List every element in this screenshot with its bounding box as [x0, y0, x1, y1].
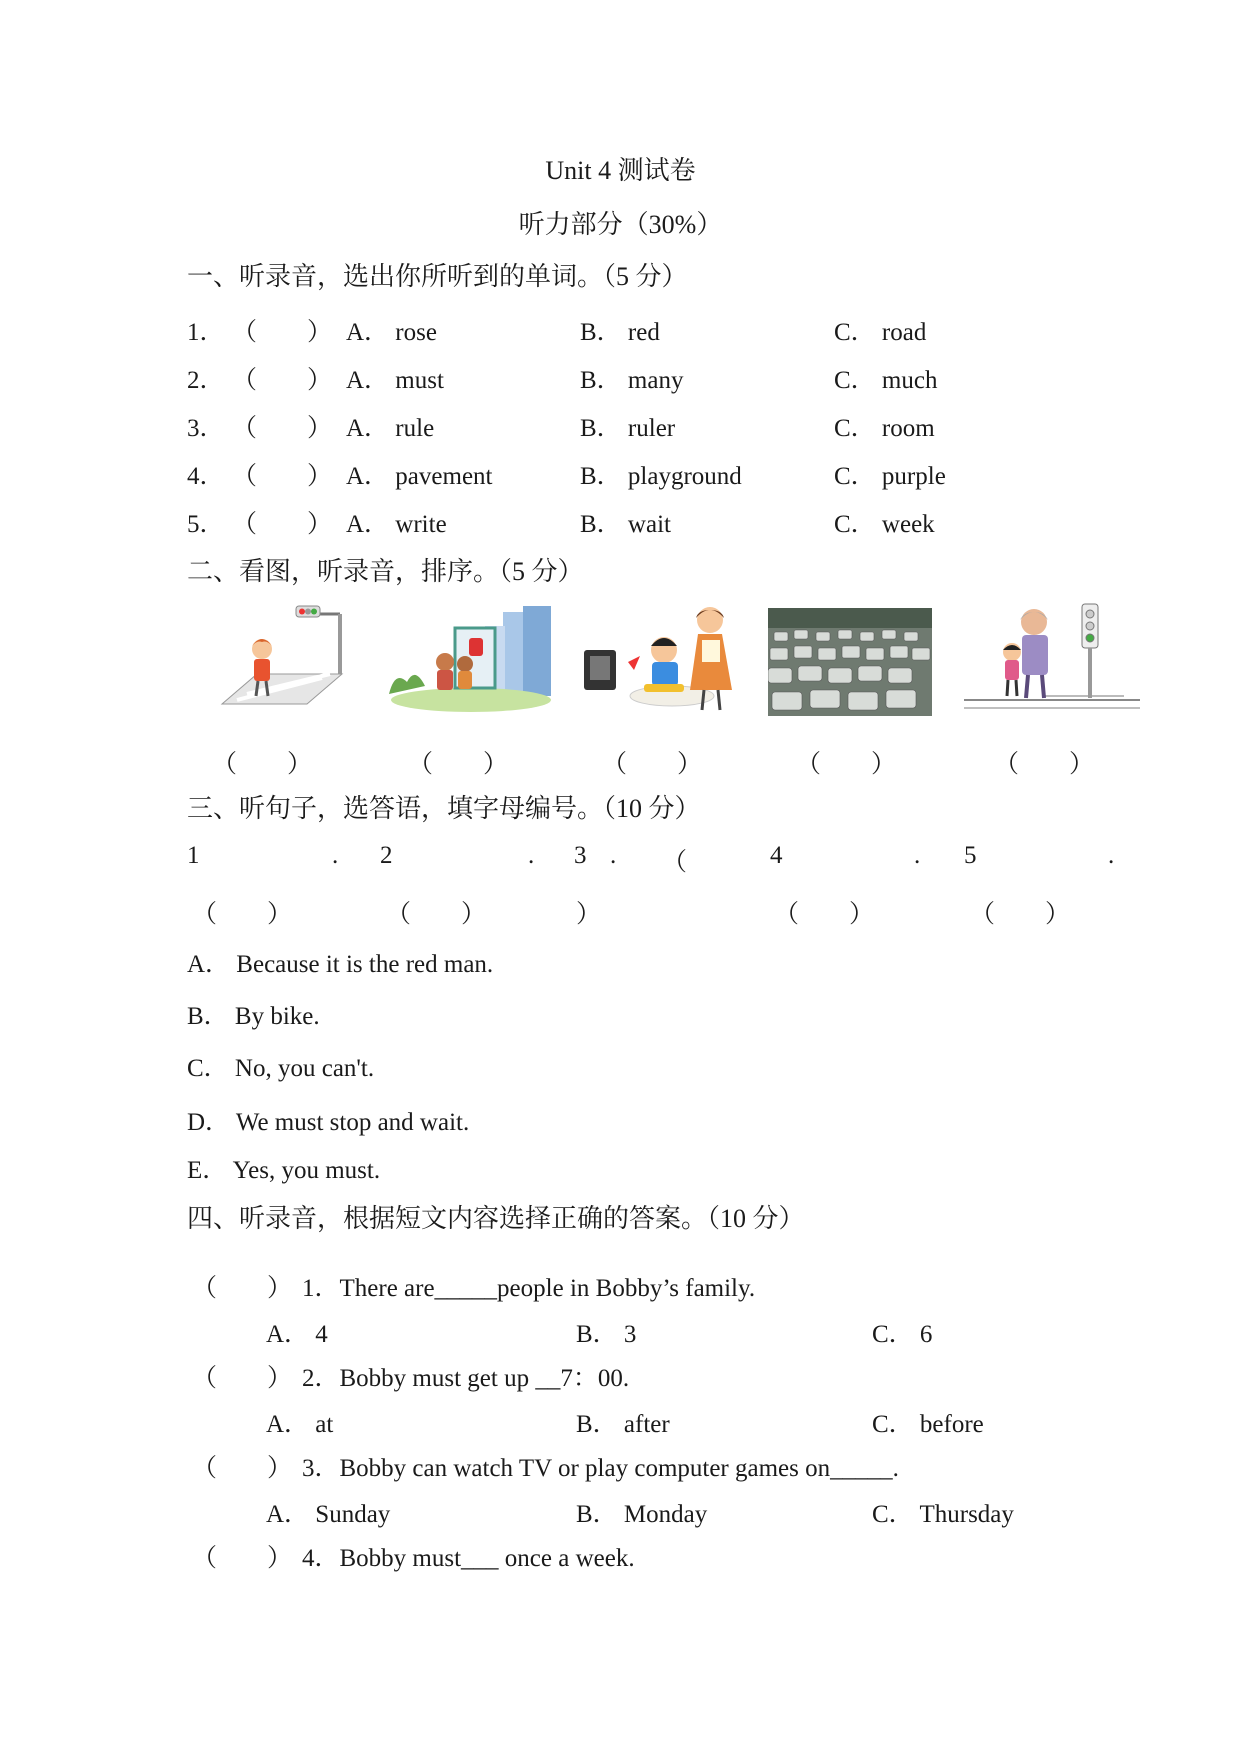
part4-option-b[interactable]: B． 3 [576, 1321, 637, 1348]
part2-answer-bracket[interactable]: （ ） [994, 751, 1095, 778]
part4-option-b[interactable]: B． Monday [576, 1501, 708, 1528]
part1-item-number: 3． [187, 415, 225, 442]
part3-dot: . [1108, 842, 1115, 869]
part2-answer-bracket[interactable]: （ ） [796, 751, 897, 778]
part1-item-number: 2． [187, 367, 225, 394]
part1-option-c[interactable]: C． week [834, 511, 935, 538]
part2-heading: 二、看图，听录音，排序。（5 分） [187, 557, 584, 586]
part1-option-c[interactable]: C． much [834, 367, 938, 394]
part3-option: A． Because it is the red man. [187, 951, 494, 978]
part1-option-a[interactable]: A． pavement [346, 463, 493, 490]
part3-number: 1 [187, 842, 200, 869]
part4-option-c[interactable]: C． 6 [872, 1321, 933, 1348]
part3-option: C． No, you can't. [187, 1055, 375, 1082]
part3-dot: . [332, 842, 339, 869]
part2-answer-bracket[interactable]: （ ） [408, 751, 509, 778]
part1-answer-bracket[interactable]: （ ） [232, 463, 333, 490]
grandma-girl-crossing-illustration [964, 600, 1140, 720]
part1-option-b[interactable]: B． many [580, 367, 684, 394]
part3-number: 2 [380, 842, 393, 869]
part4-answer-bracket[interactable]: （ ） [192, 1365, 293, 1392]
part3-bracket-open: （ [662, 849, 688, 876]
part2-answer-bracket[interactable]: （ ） [602, 751, 703, 778]
part1-answer-bracket[interactable]: （ ） [232, 415, 333, 442]
part1-option-a[interactable]: A． rose [346, 319, 437, 346]
part4-question-text: 2．Bobby must get up __7：00. [302, 1365, 630, 1392]
part1-option-a[interactable]: A． rule [346, 415, 435, 442]
part3-number: 4 [770, 842, 783, 869]
part3-answer-bracket[interactable]: （ ） [386, 901, 487, 928]
part3-answer-bracket[interactable]: （ ） [192, 901, 293, 928]
part4-option-a[interactable]: A． at [266, 1411, 334, 1438]
part3-heading: 三、听句子，选答语，填字母编号。（10 分） [187, 794, 701, 823]
part1-answer-bracket[interactable]: （ ） [232, 367, 333, 394]
part3-option: B． By bike. [187, 1003, 320, 1030]
part1-answer-bracket[interactable]: （ ） [232, 511, 333, 538]
part1-option-a[interactable]: A． must [346, 367, 444, 394]
part3-number: 3 [574, 842, 587, 869]
part1-option-c[interactable]: C． room [834, 415, 935, 442]
part1-option-b[interactable]: B． wait [580, 511, 671, 538]
part1-option-a[interactable]: A． write [346, 511, 447, 538]
part4-option-c[interactable]: C． before [872, 1411, 984, 1438]
part4-answer-bracket[interactable]: （ ） [192, 1275, 293, 1302]
girl-crosswalk-illustration [212, 604, 362, 714]
kids-at-phone-booth-illustration [385, 604, 557, 716]
part4-option-a[interactable]: A． Sunday [266, 1501, 391, 1528]
part1-item-number: 4． [187, 463, 225, 490]
page-subtitle: 听力部分（30%） [518, 210, 723, 239]
part1-item-number: 5． [187, 511, 225, 538]
part3-dot: . [610, 842, 617, 869]
part3-option: E． Yes, you must. [187, 1157, 381, 1184]
part3-dot: . [914, 842, 921, 869]
part4-answer-bracket[interactable]: （ ） [192, 1455, 293, 1482]
page-title: Unit 4 测试卷 [545, 156, 696, 185]
part1-answer-bracket[interactable]: （ ） [232, 319, 333, 346]
part4-question-text: 4．Bobby must___ once a week. [302, 1545, 635, 1572]
part1-option-b[interactable]: B． playground [580, 463, 742, 490]
part2-answer-bracket[interactable]: （ ） [212, 751, 313, 778]
part3-answer-bracket[interactable]: （ ） [774, 901, 875, 928]
traffic-jam-photo [768, 608, 932, 716]
part1-option-b[interactable]: B． red [580, 319, 660, 346]
part1-option-b[interactable]: B． ruler [580, 415, 676, 442]
part4-option-a[interactable]: A． 4 [266, 1321, 328, 1348]
part4-question-text: 3．Bobby can watch TV or play computer games on_____. [302, 1455, 899, 1482]
mother-scolding-boy-illustration [582, 600, 752, 715]
part3-bracket-close: ） [576, 901, 602, 928]
part3-option: D． We must stop and wait. [187, 1109, 470, 1136]
part4-answer-bracket[interactable]: （ ） [192, 1545, 293, 1572]
part1-item-number: 1． [187, 319, 225, 346]
part3-answer-bracket[interactable]: （ ） [970, 901, 1071, 928]
part4-heading: 四、听录音，根据短文内容选择正确的答案。（10 分） [187, 1204, 805, 1233]
part4-question-text: 1．There are_____people in Bobby’s family. [302, 1275, 756, 1302]
part4-option-b[interactable]: B． after [576, 1411, 670, 1438]
part1-option-c[interactable]: C． purple [834, 463, 946, 490]
part3-number: 5 [964, 842, 977, 869]
part3-dot: . [528, 842, 535, 869]
part1-option-c[interactable]: C． road [834, 319, 927, 346]
part4-option-c[interactable]: C． Thursday [872, 1501, 1014, 1528]
part1-heading: 一、听录音，选出你所听到的单词。（5 分） [187, 262, 688, 291]
